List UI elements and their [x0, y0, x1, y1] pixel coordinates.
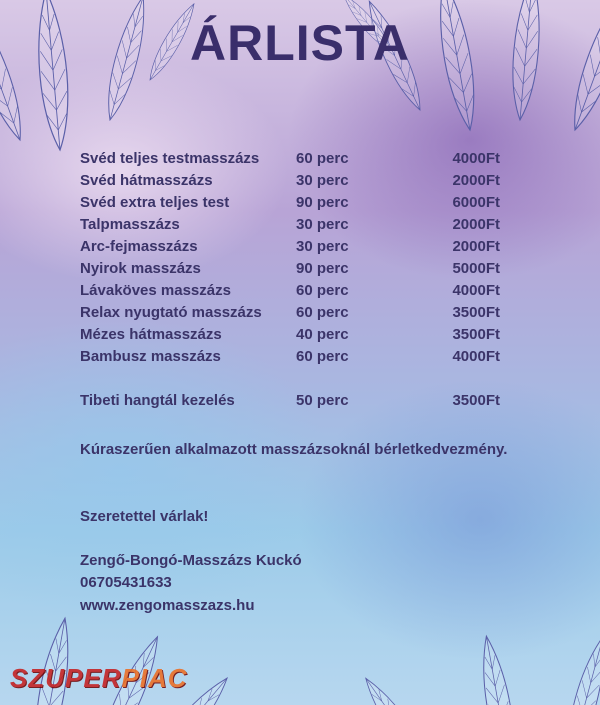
discount-note: Kúraszerűen alkalmazott masszázsoknál bérletkedvezmény.: [80, 441, 508, 458]
service-name: Mézes hátmasszázs: [80, 326, 222, 343]
service-row: [80, 238, 500, 260]
service-duration: 30 perc: [296, 172, 349, 189]
service-name: Relax nyugtató masszázs: [80, 304, 262, 321]
extra-service-row: [80, 392, 500, 414]
service-price: 3500Ft: [452, 392, 500, 409]
phone-number: 06705431633: [80, 574, 172, 591]
szuperpiac-watermark-logo: SZUPERPIAC: [10, 663, 188, 693]
service-price: 4000Ft: [452, 348, 500, 365]
service-row: [80, 304, 500, 326]
service-name: Svéd extra teljes test: [80, 194, 230, 211]
service-price: 5000Ft: [452, 260, 500, 277]
service-name: Bambusz masszázs: [80, 348, 221, 365]
service-row: [80, 260, 500, 282]
service-row: [80, 348, 500, 370]
service-name: Svéd teljes testmasszázs: [80, 150, 260, 167]
service-price: 3500Ft: [452, 326, 500, 343]
service-name: Tibeti hangtál kezelés: [80, 392, 235, 409]
service-duration: 30 perc: [296, 216, 349, 233]
service-name: Lávaköves masszázs: [80, 282, 231, 299]
service-duration: 60 perc: [296, 304, 349, 321]
service-duration: 50 perc: [296, 392, 349, 409]
service-row: [80, 172, 500, 194]
service-duration: 60 perc: [296, 150, 349, 167]
service-row: [80, 150, 500, 172]
service-name: Svéd hátmasszázs: [80, 172, 213, 189]
business-name: Zengő-Bongó-Masszázs Kuckó: [80, 552, 302, 569]
service-price: 2000Ft: [452, 216, 500, 233]
price-list: [80, 150, 500, 414]
greeting: Szeretettel várlak!: [80, 508, 209, 525]
service-duration: 30 perc: [296, 238, 349, 255]
service-price: 2000Ft: [452, 172, 500, 189]
service-duration: 40 perc: [296, 326, 349, 343]
page-title: ÁRLISTA: [190, 15, 410, 71]
service-name: Nyirok masszázs: [80, 260, 201, 277]
service-price: 6000Ft: [452, 194, 500, 211]
service-row: [80, 282, 500, 304]
service-name: Arc-fejmasszázs: [80, 238, 198, 255]
service-price: 2000Ft: [452, 238, 500, 255]
service-price: 3500Ft: [452, 304, 500, 321]
service-row: [80, 194, 500, 216]
service-duration: 60 perc: [296, 348, 349, 365]
service-row: [80, 216, 500, 238]
website-link[interactable]: www.zengomasszazs.hu: [80, 597, 255, 614]
service-price: 4000Ft: [452, 282, 500, 299]
service-row: [80, 326, 500, 348]
service-duration: 60 perc: [296, 282, 349, 299]
service-name: Talpmasszázs: [80, 216, 180, 233]
service-duration: 90 perc: [296, 194, 349, 211]
service-duration: 90 perc: [296, 260, 349, 277]
service-price: 4000Ft: [452, 150, 500, 167]
